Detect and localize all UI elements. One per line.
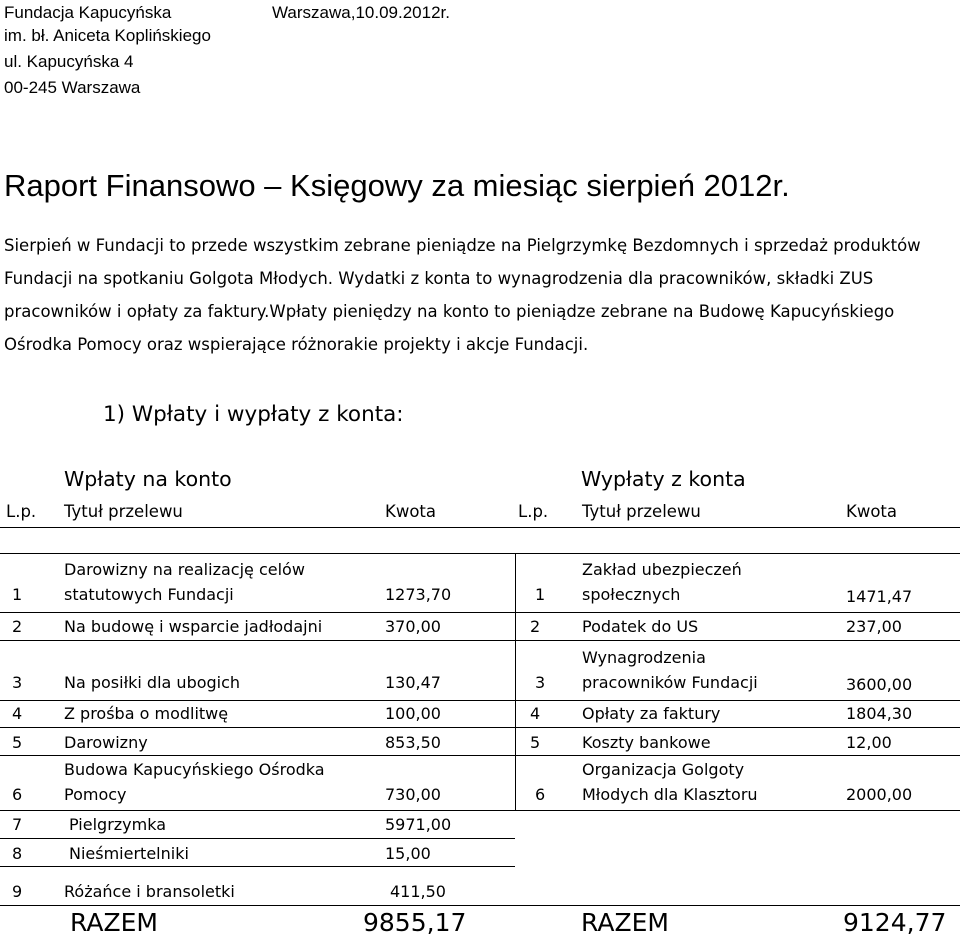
expense-row-title: Podatek do US <box>582 617 699 636</box>
income-row-amount: 130,47 <box>385 673 441 692</box>
income-row-amount: 1273,70 <box>385 585 452 604</box>
org-patron: im. bł. Aniceta Koplińskiego <box>4 26 211 45</box>
table-rule <box>0 905 960 906</box>
expense-row-lp: 6 <box>535 785 546 804</box>
table-rule <box>0 553 960 554</box>
org-street: ul. Kapucyńska 4 <box>4 52 134 71</box>
income-row-lp: 9 <box>12 882 23 901</box>
expense-row-lp: 4 <box>530 704 541 723</box>
expense-row-amount: 3600,00 <box>846 675 913 694</box>
table-rule <box>0 810 960 811</box>
expense-row-title: Młodych dla Klasztoru <box>582 785 758 804</box>
income-row-title: Pomocy <box>64 785 127 804</box>
income-row-lp: 1 <box>12 585 23 604</box>
income-row-amount: 15,00 <box>385 844 431 863</box>
income-row-title: Różańce i bransoletki <box>64 882 235 901</box>
income-row-amount: 100,00 <box>385 704 441 723</box>
expense-row-lp: 1 <box>535 585 546 604</box>
col-header-amount: Kwota <box>385 502 436 521</box>
col-header-lp: L.p. <box>6 502 37 521</box>
expense-row-title: Opłaty za faktury <box>582 704 721 723</box>
expense-row-amount: 2000,00 <box>846 785 913 804</box>
income-row-amount: 5971,00 <box>385 815 452 834</box>
expense-row-title: społecznych <box>582 585 681 604</box>
expense-row-title: pracowników Fundacji <box>582 673 758 692</box>
table-rule <box>0 727 960 728</box>
income-row-lp: 6 <box>12 785 23 804</box>
col-header-title: Tytuł przelewu <box>582 502 701 521</box>
income-row-amount: 853,50 <box>385 733 441 752</box>
income-row-title: Na budowę i wsparcie jadłodajni <box>64 617 323 636</box>
income-row-title: Darowizny na realizację celów <box>64 560 305 579</box>
table-rule <box>0 640 960 641</box>
col-header-title: Tytuł przelewu <box>64 502 183 521</box>
income-row-amount: 411,50 <box>390 882 446 901</box>
expense-row-title: Zakład ubezpieczeń <box>582 560 742 579</box>
expense-row-lp: 5 <box>530 733 541 752</box>
table-rule <box>0 527 960 528</box>
income-row-lp: 8 <box>12 844 23 863</box>
summary-paragraph: Sierpień w Fundacji to przede wszystkim zebrane pieniądze na Pielgrzymkę Bezdomnych i sprzedaż produktów Fundacji na spotkaniu Golgota Młodych. Wydatki z konta to wynagrodzenia dla pracowników, składki ZUS pracowników i opłaty za faktury.Wpłaty pieniędzy na konto to pieniądze zebrane na Budowę Kapucyńskiego Ośrodka Pomocy oraz wspierające różnorakie projekty i akcje Fundacji. <box>4 236 921 354</box>
income-total-value: 9855,17 <box>363 908 467 937</box>
org-city: 00-245 Warszawa <box>4 78 141 97</box>
table-rule <box>0 755 960 756</box>
table-rule <box>0 612 960 613</box>
expense-row-lp: 3 <box>535 673 546 692</box>
column-divider <box>515 553 516 810</box>
income-row-lp: 5 <box>12 733 23 752</box>
income-row-title: Darowizny <box>64 733 148 752</box>
income-row-lp: 2 <box>12 617 23 636</box>
section-heading: 1) Wpłaty i wypłaty z konta: <box>103 402 404 427</box>
expense-row-title: Wynagrodzenia <box>582 648 706 667</box>
expense-row-amount: 1804,30 <box>846 704 913 723</box>
income-total-label: RAZEM <box>70 908 158 937</box>
income-row-lp: 4 <box>12 704 23 723</box>
expense-row-amount: 12,00 <box>846 733 892 752</box>
page-title: Raport Finansowo – Księgowy za miesiąc sierpień 2012r. <box>4 168 790 203</box>
table-rule <box>0 866 515 867</box>
income-row-lp: 7 <box>12 815 23 834</box>
income-title: Wpłaty na konto <box>64 467 232 491</box>
expense-title: Wypłaty z konta <box>581 467 746 491</box>
expense-total-value: 9124,77 <box>843 908 947 937</box>
table-rule <box>0 838 515 839</box>
expense-row-title: Koszty bankowe <box>582 733 711 752</box>
income-row-amount: 730,00 <box>385 785 441 804</box>
expense-row-lp: 2 <box>530 617 541 636</box>
income-row-title: statutowych Fundacji <box>64 585 234 604</box>
income-row-amount: 370,00 <box>385 617 441 636</box>
income-row-title: Na posiłki dla ubogich <box>64 673 241 692</box>
expense-row-amount: 1471,47 <box>846 587 913 606</box>
expense-row-title: Organizacja Golgoty <box>582 760 745 779</box>
expense-row-amount: 237,00 <box>846 617 902 636</box>
col-header-amount: Kwota <box>846 502 897 521</box>
income-row-title: Budowa Kapucyńskiego Ośrodka <box>64 760 325 779</box>
income-row-lp: 3 <box>12 673 23 692</box>
income-row-title: Pielgrzymka <box>69 815 167 834</box>
col-header-lp: L.p. <box>518 502 549 521</box>
expense-total-label: RAZEM <box>581 908 669 937</box>
org-name: Fundacja Kapucyńska <box>4 3 172 22</box>
income-row-title: Nieśmiertelniki <box>69 844 189 863</box>
income-row-title: Z prośba o modlitwę <box>64 704 229 723</box>
report-date: Warszawa,10.09.2012r. <box>272 3 450 22</box>
